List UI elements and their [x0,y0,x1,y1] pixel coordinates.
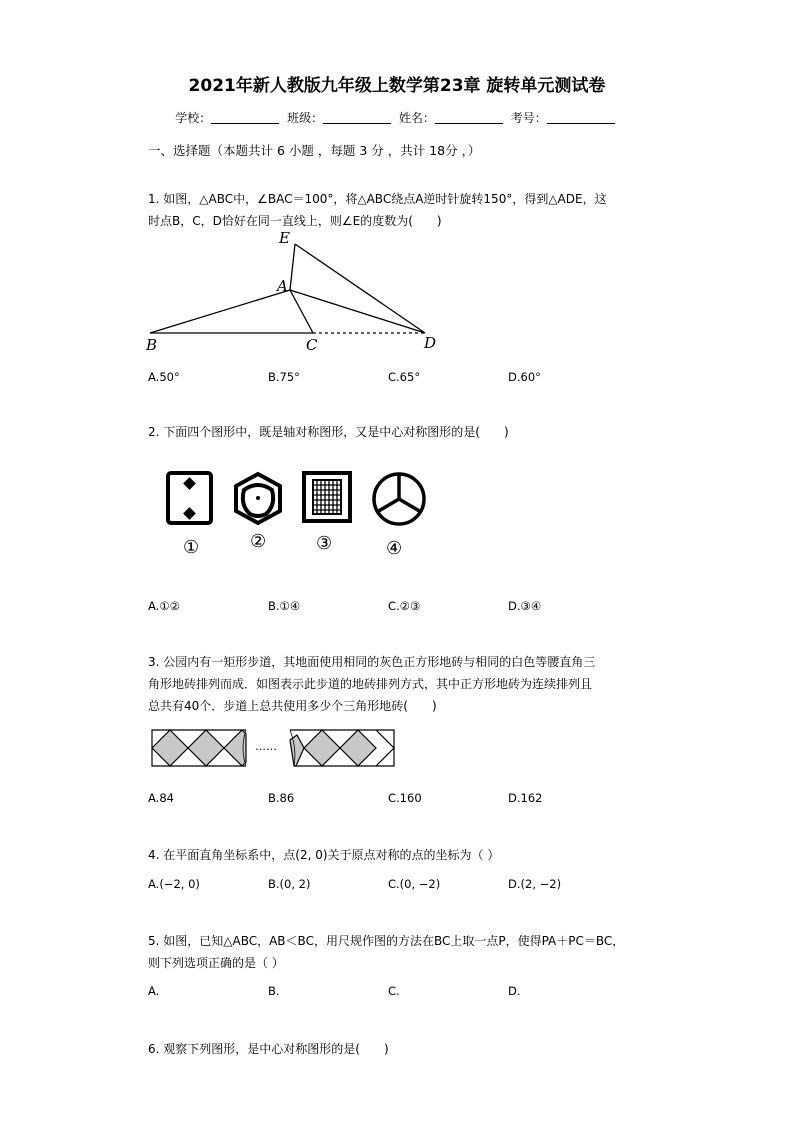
question-1-option-c: C.65° [388,370,421,384]
question-5-option-d: D. [508,984,521,998]
page-title: 2021年新人教版九年级上数学第23章 旋转单元测试卷 [188,76,606,96]
gray-tile [340,730,376,766]
label-A: A [277,277,288,295]
ellipsis-mark: …… [255,740,277,753]
question-3-line-2: 角形地砖排列而成．如图表示此步道的地砖排列方式，其中正方形地砖为连续排列且 [148,677,593,691]
question-3-option-c: C.160 [388,791,422,805]
question-2-option-d: D.③④ [508,599,542,613]
question-5-line-2: 则下列选项正确的是（ ） [148,956,284,970]
question-5-line-1: 5. 如图，已知△ABC，AB＜BC，用尺规作图的方法在BC上取一点P，使得PA＋PC＝BC， [148,934,625,948]
section-heading: 一、选择题（本题共计 6 小题 ，每题 3 分 ，共计 18分 ，） [148,143,481,158]
question-1-line-1: 1. 如图，△ABC中，∠BAC＝100°，将△ABC绕点A逆时针旋转150°，得到△ADE，这 [148,192,607,206]
question-2-option-a: A.①② [148,599,180,613]
gray-tile [152,730,188,766]
question-4-option-c: C.(0, −2) [388,877,441,891]
question-3-option-a: A.84 [148,791,174,805]
gray-tile [304,730,340,766]
question-4-option-a: A.(−2, 0) [148,877,200,891]
label-E: E [279,229,290,247]
question-3-option-b: B.86 [268,791,295,805]
question-1-option-b: B.75° [268,370,300,384]
question-3-option-d: D.162 [508,791,543,805]
question-4-option-d: D.(2, −2) [508,877,562,891]
question-2-option-c: C.②③ [388,599,421,613]
question-4-option-b: B.(0, 2) [268,877,311,891]
figure-label-4: ④ [386,538,403,559]
question-3-line-3: 总共有40个．步道上总共使用多少个三角形地砖( ) [148,699,437,713]
figure-label-2: ② [250,531,267,552]
school-label: 学校： [175,111,212,125]
question-5-option-a: A. [148,984,160,998]
question-2-option-b: B.①④ [268,599,301,613]
question-1-line-2: 时点B，C，D恰好在同一直线上，则∠E的度数为( ) [148,214,442,228]
question-4-line-1: 4. 在平面直角坐标系中，点(2, 0)关于原点对称的点的坐标为（ ） [148,848,500,862]
exam-no-label: 考号： [510,111,547,125]
figure-label-1: ① [183,537,200,558]
question-1-option-a: A.50° [148,370,180,384]
gray-tile [188,730,224,766]
question-6-line-1: 6. 观察下列图形，是中心对称图形的是( ) [148,1042,389,1056]
label-C: C [306,336,318,354]
figure-label-3: ③ [316,533,333,554]
question-5-option-c: C. [388,984,400,998]
name-label: 姓名： [398,111,435,125]
question-3-line-1: 3. 公园内有一矩形步道，其地面使用相同的灰色正方形地砖与相同的白色等腰直角三 [148,655,596,669]
question-1-option-d: D.60° [508,370,541,384]
gray-tile-partial [290,735,304,766]
question-2-line-1: 2. 下面四个图形中，既是轴对称图形，又是中心对称图形的是( ) [148,425,509,439]
class-label: 班级： [287,111,324,125]
label-D: D [424,334,437,352]
label-B: B [146,336,158,354]
question-5-option-b: B. [268,984,280,998]
